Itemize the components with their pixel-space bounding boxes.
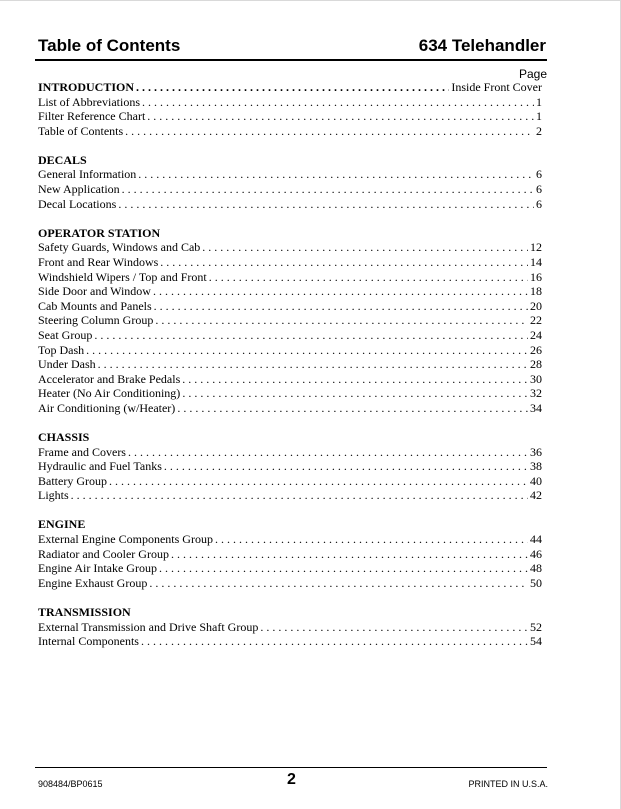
toc-entry-page: 30 <box>530 371 542 386</box>
toc-entry-label: Air Conditioning (w/Heater) <box>38 400 176 415</box>
toc-entry-label: Radiator and Cooler Group <box>38 546 169 561</box>
toc-entry-page: 42 <box>530 488 542 503</box>
toc-entry[interactable] <box>38 561 542 576</box>
toc-entry-label: Filter Reference Chart <box>38 109 146 124</box>
toc-entry[interactable] <box>38 474 542 489</box>
toc-section <box>38 430 542 503</box>
printed-notice: PRINTED IN U.S.A. <box>468 779 548 789</box>
toc-entry-label: Heater (No Air Conditioning) <box>38 386 181 401</box>
toc-entry-label: Battery Group <box>38 473 107 488</box>
dot-leader <box>182 386 528 401</box>
toc-entry-label: Table of Contents <box>38 123 124 138</box>
toc-entry[interactable] <box>38 313 542 328</box>
toc-section <box>38 153 542 211</box>
toc-entry-page: 38 <box>530 459 542 474</box>
toc-entry-page: 46 <box>530 546 542 561</box>
dot-leader <box>138 167 534 182</box>
header-rule <box>35 59 547 61</box>
toc-entry-page: 2 <box>536 123 542 138</box>
toc-entry-label: Front and Rear Windows <box>38 254 159 269</box>
toc-entry-page: 48 <box>530 561 542 576</box>
dot-leader <box>122 182 534 197</box>
toc-entry[interactable] <box>38 401 542 416</box>
toc-entry-page: 28 <box>530 357 542 372</box>
page-column-label: Page <box>519 67 548 81</box>
dot-leader <box>155 313 528 328</box>
toc-entry[interactable] <box>38 620 542 635</box>
toc-entry-page: 54 <box>530 634 542 649</box>
toc-entry[interactable] <box>38 372 542 387</box>
toc-entry-page: 1 <box>536 109 542 124</box>
dot-leader <box>94 328 528 343</box>
toc-entry-label: Safety Guards, Windows and Cab <box>38 240 201 255</box>
toc-entry-page: 1 <box>536 94 542 109</box>
toc-entry[interactable] <box>38 445 542 460</box>
dot-leader <box>147 109 534 124</box>
toc-entry-label: Engine Exhaust Group <box>38 575 148 590</box>
toc-entry-page: 24 <box>530 327 542 342</box>
dot-leader <box>160 255 528 270</box>
dot-leader <box>215 532 528 547</box>
toc-entry[interactable] <box>38 270 542 285</box>
toc-entry-page: 18 <box>530 284 542 299</box>
toc-entry-page: 52 <box>530 619 542 634</box>
toc-entry-page: 32 <box>530 386 542 401</box>
toc-entry-label: Top Dash <box>38 342 85 357</box>
toc-entry[interactable] <box>38 488 542 503</box>
toc-entry[interactable] <box>38 386 542 401</box>
table-of-contents <box>38 80 542 663</box>
dot-leader <box>177 401 528 416</box>
toc-entry-label: Accelerator and Brake Pedals <box>38 371 181 386</box>
toc-section <box>38 80 542 138</box>
dot-leader <box>118 197 534 212</box>
document-code: 908484/BP0615 <box>38 779 103 789</box>
toc-entry[interactable] <box>38 182 542 197</box>
dot-leader <box>149 576 528 591</box>
toc-section-heading: OPERATOR STATION <box>38 225 161 240</box>
toc-section-heading: ENGINE <box>38 517 86 532</box>
dot-leader <box>98 357 528 372</box>
toc-entry[interactable] <box>38 95 542 110</box>
dot-leader <box>209 270 528 285</box>
toc-entry-label: Side Door and Window <box>38 284 151 299</box>
toc-entry-label: Seat Group <box>38 327 93 342</box>
dot-leader <box>109 474 528 489</box>
toc-entry-page: 26 <box>530 342 542 357</box>
dot-leader <box>153 284 528 299</box>
dot-leader <box>171 547 528 562</box>
dot-leader <box>136 80 449 95</box>
toc-entry[interactable] <box>38 109 542 124</box>
toc-heading-page: Inside Front Cover <box>451 80 542 94</box>
toc-entry-label: New Application <box>38 182 120 197</box>
toc-section-heading[interactable] <box>38 80 542 95</box>
toc-entry[interactable] <box>38 197 542 212</box>
toc-entry[interactable] <box>38 167 542 182</box>
page-title: Table of Contents <box>38 36 181 55</box>
page-number: 2 <box>287 771 296 788</box>
toc-heading-label: INTRODUCTION <box>38 80 135 94</box>
toc-entry[interactable] <box>38 124 542 139</box>
toc-entry-label: Decal Locations <box>38 196 117 211</box>
toc-entry-page: 14 <box>530 254 542 269</box>
toc-section-heading: DECALS <box>38 152 87 167</box>
toc-entry[interactable] <box>38 343 542 358</box>
toc-entry-label: Steering Column Group <box>38 313 154 328</box>
toc-entry-label: Hydraulic and Fuel Tanks <box>38 459 162 474</box>
toc-entry-page: 50 <box>530 575 542 590</box>
toc-entry-page: 40 <box>530 473 542 488</box>
dot-leader <box>182 372 528 387</box>
toc-entry[interactable] <box>38 284 542 299</box>
toc-section <box>38 517 542 590</box>
toc-entry-page: 34 <box>530 400 542 415</box>
toc-entry-label: External Transmission and Drive Shaft Group <box>38 619 259 634</box>
toc-entry[interactable] <box>38 547 542 562</box>
toc-entry-label: Cab Mounts and Panels <box>38 298 152 313</box>
toc-entry-label: Frame and Covers <box>38 444 126 459</box>
page-edge-top <box>0 0 621 1</box>
toc-entry-page: 12 <box>530 240 542 255</box>
footer-rule <box>35 767 547 768</box>
toc-entry-label: Internal Components <box>38 634 139 649</box>
toc-section <box>38 605 542 649</box>
toc-entry-page: 6 <box>536 167 542 182</box>
dot-leader <box>125 124 534 139</box>
toc-entry[interactable] <box>38 357 542 372</box>
dot-leader <box>141 634 528 649</box>
toc-entry[interactable] <box>38 240 542 255</box>
toc-section <box>38 226 542 416</box>
toc-entry[interactable] <box>38 328 542 343</box>
toc-entry[interactable] <box>38 299 542 314</box>
dot-leader <box>142 95 534 110</box>
toc-entry-page: 22 <box>530 313 542 328</box>
dot-leader <box>71 488 528 503</box>
toc-entry-label: Under Dash <box>38 357 96 372</box>
toc-entry-page: 20 <box>530 298 542 313</box>
dot-leader <box>260 620 528 635</box>
dot-leader <box>128 445 528 460</box>
toc-entry[interactable] <box>38 255 542 270</box>
dot-leader <box>159 561 528 576</box>
toc-entry-page: 36 <box>530 444 542 459</box>
toc-entry-page: 16 <box>530 269 542 284</box>
toc-entry[interactable] <box>38 576 542 591</box>
dot-leader <box>154 299 528 314</box>
model-title: 634 Telehandler <box>418 36 546 55</box>
toc-entry-label: List of Abbreviations <box>38 94 140 109</box>
dot-leader <box>164 459 528 474</box>
dot-leader <box>86 343 528 358</box>
toc-entry[interactable] <box>38 459 542 474</box>
toc-entry-page: 44 <box>530 532 542 547</box>
toc-entry[interactable] <box>38 634 542 649</box>
toc-entry-page: 6 <box>536 196 542 211</box>
toc-entry[interactable] <box>38 532 542 547</box>
toc-section-heading: CHASSIS <box>38 429 90 444</box>
toc-section-heading: TRANSMISSION <box>38 604 131 619</box>
toc-entry-label: Lights <box>38 488 69 503</box>
dot-leader <box>202 240 528 255</box>
toc-entry-label: Windshield Wipers / Top and Front <box>38 269 207 284</box>
toc-entry-label: Engine Air Intake Group <box>38 561 157 576</box>
toc-entry-page: 6 <box>536 182 542 197</box>
toc-entry-label: External Engine Components Group <box>38 532 213 547</box>
toc-entry-label: General Information <box>38 167 137 182</box>
